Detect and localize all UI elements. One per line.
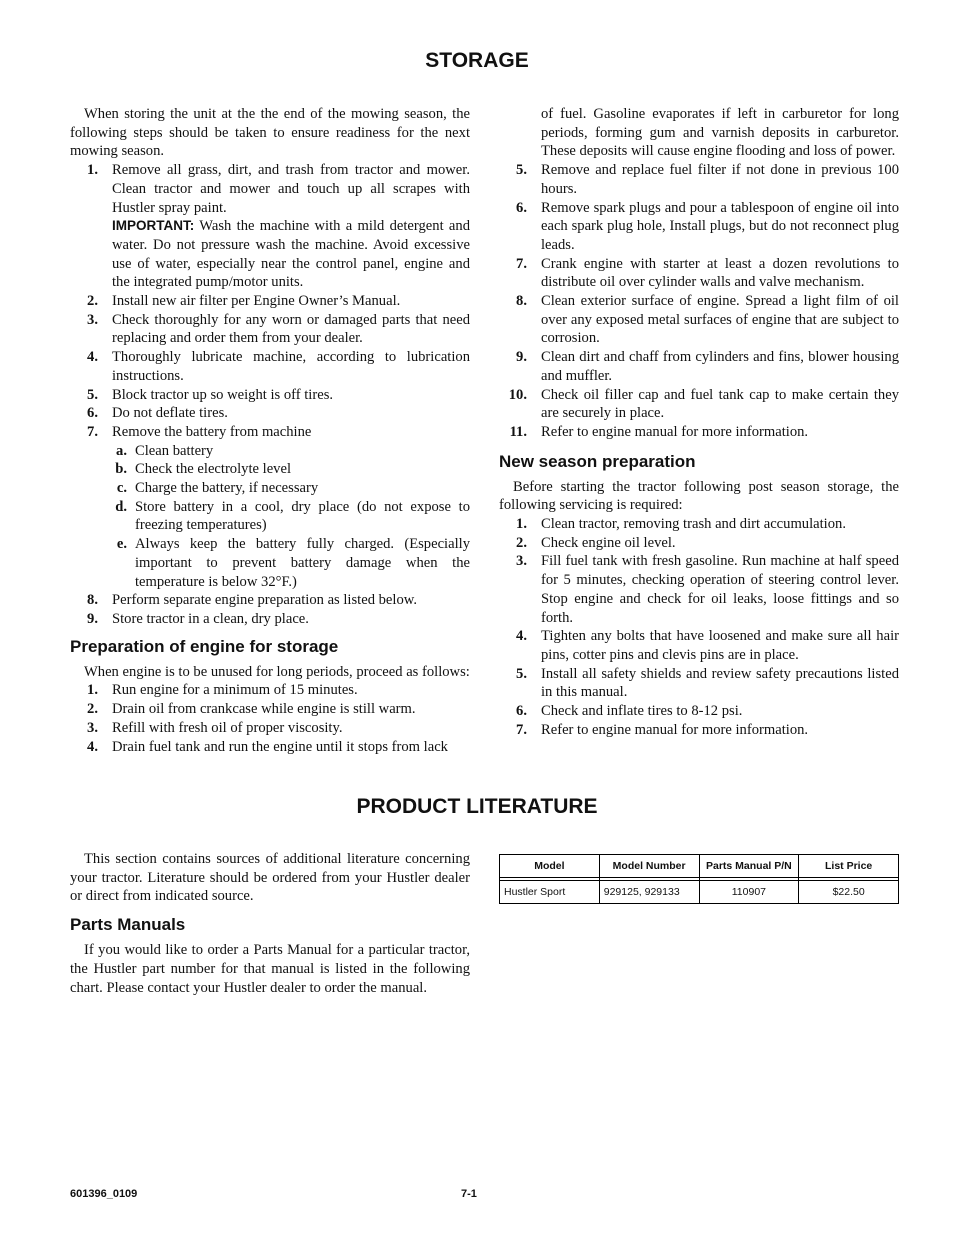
- engine-prep-steps: [70, 681, 470, 756]
- new-season-steps: [499, 515, 899, 739]
- battery-step: a. Clean battery: [116, 442, 214, 459]
- storage-steps: [70, 161, 470, 629]
- storage-step: 6. Do not deflate tires.: [87, 405, 228, 422]
- table-row: [500, 881, 899, 904]
- parts-manual-table: [499, 854, 899, 904]
- new-season-step: 5. Install all safety shields and review safety precautions listed in this manual.: [516, 665, 899, 701]
- engine-prep-step: 1. Run engine for a minimum of 15 minutes.: [87, 682, 358, 699]
- storage-intro: When storing the unit at the the end of the mowing season, the following steps should be taken to ensure readiness for the next mowing season.: [70, 106, 470, 160]
- col-header-parts-manual: Parts Manual P/N: [699, 855, 799, 878]
- new-season-intro: Before starting the tractor following post season storage, the following servicing is required:: [499, 478, 899, 514]
- literature-intro: This section contains sources of additional literature concerning your tractor. Literature should be ordered from your Hustler dealer or direct from indicated source.: [70, 851, 470, 905]
- new-season-step: 3. Fill fuel tank with fresh gasoline. Run machine at half speed for 5 minutes, checking operation of steering control lever. Stop engine and check for oil leaks, loose fittings and so forth.: [516, 553, 899, 626]
- storage-step: 2. Install new air filter per Engine Owner’s Manual.: [87, 293, 401, 310]
- engine-prep-steps-continued: [499, 105, 899, 442]
- important-label: IMPORTANT:: [112, 218, 195, 234]
- battery-steps: [112, 442, 470, 592]
- new-season-step: 4. Tighten any bolts that have loosened and make sure all hair pins, cotter pins and clevis pins are in place.: [516, 628, 899, 663]
- parts-manuals-text: If you would like to order a Parts Manual for a particular tractor, the Hustler part number for that manual is listed in the following chart. Please contact your Hustler dealer to order the manual.: [70, 942, 470, 996]
- engine-prep-step: 5. Remove and replace fuel filter if not done in previous 100 hours.: [516, 162, 899, 197]
- cell-parts-manual: 110907: [699, 881, 799, 904]
- cell-list-price: $22.50: [799, 881, 899, 904]
- storage-step: 9. Store tractor in a clean, dry place.: [87, 610, 309, 627]
- engine-prep-intro: When engine is to be unused for long periods, proceed as follows:: [84, 663, 470, 680]
- engine-prep-step: 7. Crank engine with starter at least a dozen revolutions to distribute oil over cylinder walls and valve mechanism.: [516, 255, 899, 291]
- literature-left-column: [70, 850, 470, 997]
- engine-prep-step: 10. Check oil filler cap and fuel tank cap to make certain they are securely in place.: [508, 386, 899, 422]
- battery-step: d. Store battery in a cool, dry place (do not expose to freezing temperatures): [115, 498, 470, 534]
- engine-prep-step: 8. Clean exterior surface of engine. Spread a light film of oil over any exposed metal surfaces of engine that are subject to corrosion.: [516, 293, 899, 347]
- engine-prep-heading: Preparation of engine for storage: [70, 636, 339, 656]
- storage-step: 3. Check thoroughly for any worn or damaged parts that need replacing and order them from your dealer.: [87, 311, 470, 347]
- engine-prep-step: 2. Drain oil from crankcase while engine is still warm.: [87, 701, 416, 718]
- storage-step: 5. Block tractor up so weight is off tires.: [87, 386, 334, 403]
- parts-manuals-heading: Parts Manuals: [70, 915, 186, 935]
- engine-prep-step-continued: of fuel. Gasoline evaporates if left in carburetor for long periods, forming gum and varnish deposits in carburetor. These deposits will cause engine flooding and loss of power.: [541, 106, 899, 160]
- storage-step: 4. Thoroughly lubricate machine, according to lubrication instructions.: [87, 349, 470, 384]
- engine-prep-step: 4. Drain fuel tank and run the engine until it stops from lack: [87, 738, 448, 755]
- storage-step: 7. Remove the battery from machine a. Clean battery b. Check the electrolyte level c. Charge the battery, if necessary d. Store battery in a cool, dry place (do not expose to freezing temperatures) e. Always keep the battery fully charged. (Especially important to prevent battery damage when the temperature is below 32°F.): [87, 423, 470, 590]
- engine-prep-step: 9. Clean dirt and chaff from cylinders and fins, blower housing and muffler.: [516, 349, 899, 384]
- new-season-step: 7. Refer to engine manual for more information.: [516, 721, 809, 738]
- battery-step: e. Always keep the battery fully charged. (Especially important to prevent battery damage when the temperature is below 32°F.): [116, 536, 470, 590]
- cell-model-number: 929125, 929133: [599, 881, 699, 904]
- table-header-row: [500, 855, 899, 878]
- engine-prep-step: 11. Refer to engine manual for more information.: [509, 423, 809, 440]
- product-literature-title: PRODUCT LITERATURE: [356, 795, 598, 818]
- cell-model: Hustler Sport: [500, 881, 600, 904]
- storage-right-column: [499, 105, 899, 740]
- footer-doc-number: 601396_0109: [70, 1188, 138, 1200]
- storage-step: 1. Remove all grass, dirt, and trash from tractor and mower. Clean tractor and mower and touch up all scrapes with Hustler spray paint. IMPORTANT: Wash the machine with a mild detergent and water. Do not pressure wash the machine. Avoid excessive use of water, especially near the control panel, engine and the integrated pump/motor units.: [87, 162, 470, 291]
- col-header-list-price: List Price: [799, 855, 899, 878]
- storage-step: 8. Perform separate engine preparation as listed below.: [87, 592, 418, 609]
- col-header-model-number: Model Number: [599, 855, 699, 878]
- new-season-step: 1. Clean tractor, removing trash and dirt accumulation.: [516, 516, 846, 533]
- important-text: Wash the machine with a mild detergent and water. Do not pressure wash the machine. Avoid excessive use of water, especially near the control panel, engine and the integrated pump/motor units.: [112, 218, 470, 291]
- new-season-step: 6. Check and inflate tires to 8-12 psi.: [516, 703, 743, 720]
- engine-prep-step: 3. Refill with fresh oil of proper viscosity.: [87, 719, 343, 736]
- new-season-heading: New season preparation: [499, 451, 696, 471]
- new-season-step: 2. Check engine oil level.: [516, 534, 676, 551]
- storage-title: STORAGE: [425, 49, 529, 72]
- battery-step: b. Check the electrolyte level: [115, 461, 291, 478]
- col-header-model: Model: [500, 855, 600, 878]
- footer-page-number: 7-1: [461, 1188, 477, 1200]
- battery-step: c. Charge the battery, if necessary: [116, 480, 319, 497]
- storage-left-column: [70, 105, 470, 756]
- engine-prep-step: 6. Remove spark plugs and pour a tablespoon of engine oil into each spark plug hole, Install plugs, but do not reconnect plug leads.: [516, 199, 899, 253]
